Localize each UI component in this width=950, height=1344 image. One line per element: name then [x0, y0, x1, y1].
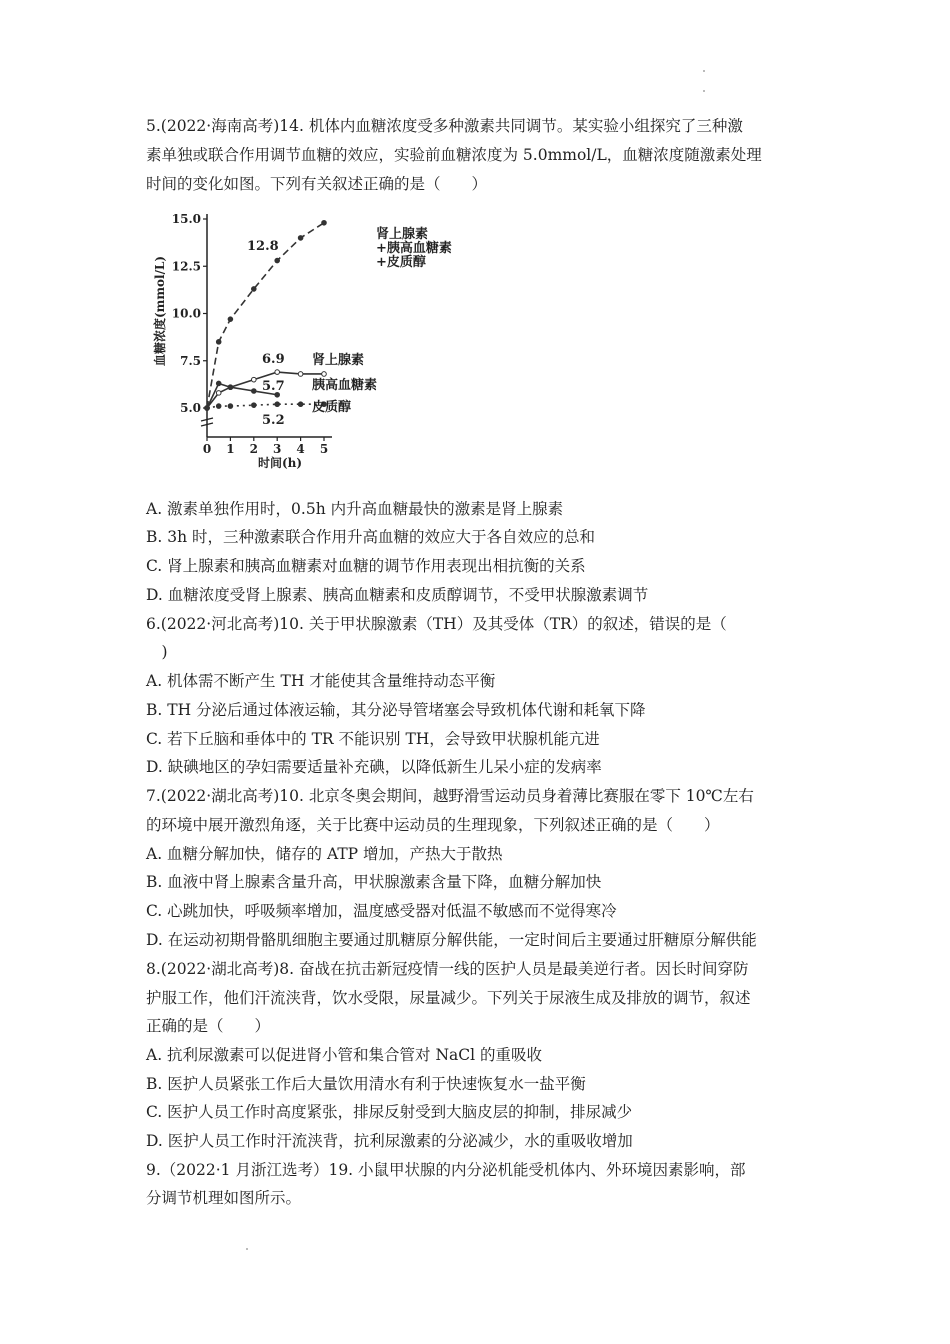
legend-label: 肾上腺素 — [376, 227, 429, 242]
q6-option-d: D. 缺碘地区的孕妇需要适量补充碘，以降低新生儿呆小症的发病率 — [146, 758, 602, 776]
data-point — [216, 381, 221, 386]
data-point — [216, 391, 221, 396]
legend-label: 肾上腺素 — [312, 353, 365, 368]
data-point — [275, 258, 280, 263]
y-tick-label: 10.0 — [171, 306, 201, 321]
q8-option-a: A. 抗利尿激素可以促进肾小管和集合管对 NaCl 的重吸收 — [146, 1046, 543, 1064]
data-point — [322, 220, 327, 225]
data-point — [252, 377, 257, 382]
chart-svg — [150, 206, 452, 474]
x-tick-label: 2 — [249, 442, 258, 456]
q8-stem-line-3: 正确的是（ ） — [146, 1017, 271, 1035]
q8-option-d: D. 医护人员工作时汗流浃背，抗利尿激素的分泌减少，水的重吸收增加 — [146, 1132, 633, 1150]
y-tick-label: 15.0 — [171, 212, 201, 226]
legend-label: +胰高血糖素 — [376, 241, 452, 256]
q5-stem-line-1: 5.(2022·海南高考)14. 机体内血糖浓度受多种激素共同调节。某实验小组探究了三种激 — [146, 117, 743, 135]
q6-option-a: A. 机体需不断产生 TH 才能使其含量维持动态平衡 — [146, 672, 496, 690]
x-tick-label: 3 — [273, 442, 282, 456]
q8-stem-line-1: 8.(2022·湖北高考)8. 奋战在抗击新冠疫情一线的医护人员是最美逆行者。因长时间穿防 — [146, 960, 749, 978]
data-point — [298, 402, 303, 407]
data-point — [205, 406, 210, 411]
data-point — [298, 372, 303, 377]
legend-label: 胰高血糖素 — [312, 378, 378, 393]
x-tick-label: 5 — [319, 442, 329, 456]
q8-option-b: B. 医护人员紧张工作后大量饮用清水有利于快速恢复水一盐平衡 — [146, 1075, 586, 1093]
data-point — [252, 389, 257, 394]
q6-option-c: C. 若下丘脑和垂体中的 TR 不能识别 TH，会导致甲状腺机能亢进 — [146, 730, 600, 748]
q7-stem-line-2: 的环境中展开激烈角逐，关于比赛中运动员的生理现象，下列叙述正确的是（ ） — [146, 816, 720, 834]
y-tick-label: 12.5 — [171, 259, 201, 274]
legend-label: +皮质醇 — [376, 255, 426, 270]
data-point — [298, 236, 303, 241]
q8-option-c: C. 医护人员工作时高度紧张，排尿反射受到大脑皮层的抑制，排尿减少 — [146, 1103, 633, 1121]
q5-stem-line-2: 素单独或联合作用调节血糖的效应，实验前血糖浓度为 5.0mmol/L，血糖浓度随激素处理 — [146, 146, 762, 164]
y-axis-label: 血糖浓度(mmol/L) — [153, 255, 167, 367]
data-point — [228, 404, 233, 409]
q5-option-b: B. 3h 时，三种激素联合作用升高血糖的效应大于各自效应的总和 — [146, 528, 596, 546]
x-axis-label: 时间(h) — [257, 456, 303, 470]
q7-option-c: C. 心跳加快，呼吸频率增加，温度感受器对低温不敏感而不觉得寒冷 — [146, 902, 617, 920]
scan-speck — [703, 90, 705, 92]
data-label: 5.7 — [262, 379, 285, 394]
legend-label: 皮质醇 — [312, 400, 352, 415]
q5-stem-line-3: 时间的变化如图。下列有关叙述正确的是（ ） — [146, 175, 488, 193]
q7-option-d: D. 在运动初期骨骼肌细胞主要通过肌糖原分解供能，一定时间后主要通过肝糖原分解供能 — [146, 931, 757, 949]
data-label: 6.9 — [262, 352, 285, 367]
blood-glucose-chart — [150, 206, 452, 474]
q6-stem-line-2: ) — [146, 643, 168, 661]
q5-option-c: C. 肾上腺素和胰高血糖素对血糖的调节作用表现出相抗衡的关系 — [146, 557, 586, 575]
x-tick-label: 4 — [296, 442, 305, 456]
data-label: 12.8 — [247, 239, 279, 254]
data-point — [228, 385, 233, 390]
data-point — [322, 372, 327, 377]
series-line — [207, 404, 324, 408]
q7-option-b: B. 血液中肾上腺素含量升高，甲状腺激素含量下降，血糖分解加快 — [146, 873, 602, 891]
scan-speck — [246, 1248, 248, 1250]
q6-stem-line-1: 6.(2022·河北高考)10. 关于甲状腺激素（TH）及其受体（TR）的叙述，错误的是（ — [146, 615, 727, 633]
q9-stem-line-1: 9.（2022·1 月浙江选考）19. 小鼠甲状腺的内分泌机能受机体内、外环境因素影响，部 — [146, 1161, 746, 1179]
q7-option-a: A. 血糖分解加快，储存的 ATP 增加，产热大于散热 — [146, 845, 503, 863]
data-point — [216, 404, 221, 409]
data-point — [275, 402, 280, 407]
y-tick-label: 7.5 — [180, 353, 201, 368]
q5-option-d: D. 血糖浓度受肾上腺素、胰高血糖素和皮质醇调节，不受甲状腺激素调节 — [146, 586, 649, 604]
q8-stem-line-2: 护服工作，他们汗流浃背，饮水受限，尿量减少。下列关于尿液生成及排放的调节，叙述 — [146, 989, 751, 1007]
x-tick-label: 0 — [202, 442, 212, 456]
data-point — [216, 340, 221, 345]
data-label: 5.2 — [262, 413, 285, 428]
data-point — [252, 403, 257, 408]
q5-option-a: A. 激素单独作用时，0.5h 内升高血糖最快的激素是肾上腺素 — [146, 500, 564, 518]
scan-speck — [703, 70, 705, 72]
data-point — [252, 287, 257, 292]
x-tick-label: 1 — [226, 442, 235, 456]
q6-option-b: B. TH 分泌后通过体液运输，其分泌导管堵塞会导致机体代谢和耗氧下降 — [146, 701, 646, 719]
q7-stem-line-1: 7.(2022·湖北高考)10. 北京冬奥会期间，越野滑雪运动员身着薄比赛服在零下 10℃左右 — [146, 787, 754, 805]
y-tick-label: 5.0 — [180, 401, 201, 415]
data-point — [228, 317, 233, 322]
q9-stem-line-2: 分调节机理如图所示。 — [146, 1189, 302, 1207]
data-point — [275, 370, 280, 375]
